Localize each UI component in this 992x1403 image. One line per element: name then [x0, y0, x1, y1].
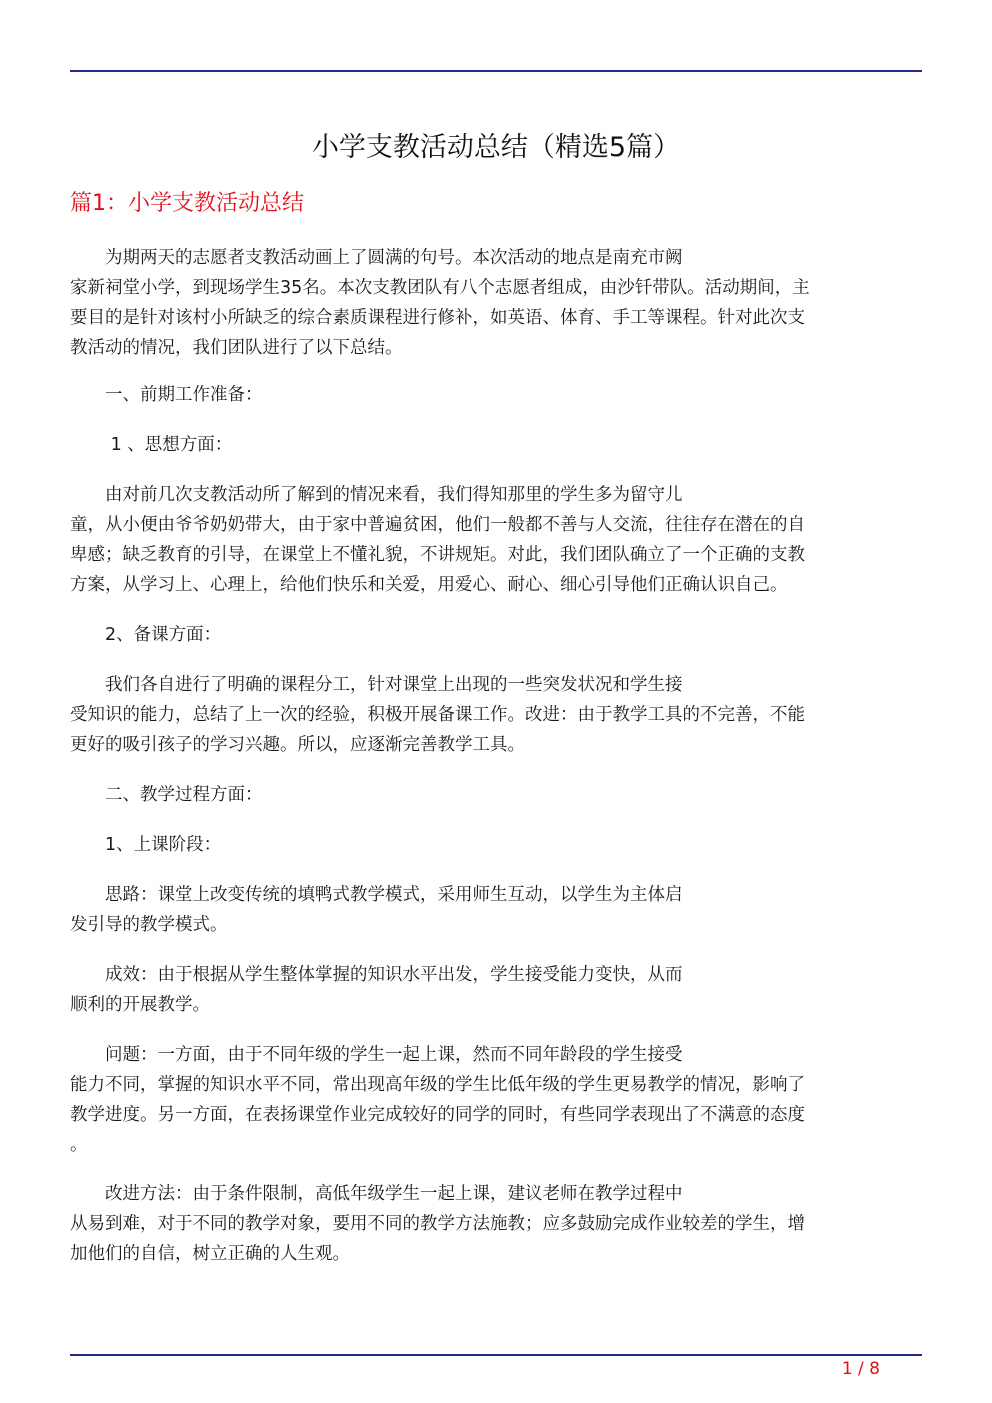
- footer-rule: [70, 1354, 922, 1356]
- header-rule: [70, 70, 922, 72]
- paragraph-thinking: 由对前几次支教活动所了解到的情况来看，我们得知那里的学生多为留守儿 童，从小便由爷爷奶奶带大，由于家中普遍贫困，他们一般都不善与人交流，往往存在潜在的自 卑感；缺乏教育的引导，在课堂上不懂礼貌，不讲规矩。对此，我们团队确立了一个正确的支教 方案，从学习上、心理上，给他们快乐和关爱，用爱心、耐心、细心引导他们正确认识自己。: [70, 485, 805, 595]
- paragraph-prep-heading: 一、前期工作准备：: [70, 385, 263, 405]
- paragraph-problems: 问题：一方面，由于不同年级的学生一起上课，然而不同年龄段的学生接受 能力不同，掌握的知识水平不同，常出现高年级的学生比低年级的学生更易教学的情况，影响了 教学进度。另一方面，在表扬课堂作业完成较好的同学的同时，有些同学表现出了不满意的态度 。: [70, 1045, 805, 1155]
- page-number: 1 / 8: [841, 1359, 880, 1379]
- paragraph-class-stage-heading: 1、上课阶段：: [70, 835, 222, 855]
- paragraph-teaching-heading: 二、教学过程方面：: [70, 785, 263, 805]
- paragraph-improvement: 改进方法：由于条件限制，高低年级学生一起上课，建议老师在教学过程中 从易到难，对于不同的教学对象，要用不同的教学方法施教；应多鼓励完成作业较差的学生，增 加他们的自信，树立正确的人生观。: [70, 1184, 805, 1264]
- paragraph-results: 成效：由于根据从学生整体掌握的知识水平出发，学生接受能力变快，从而 顺利的开展教学。: [70, 965, 683, 1015]
- paragraph-intro: 为期两天的志愿者支教活动画上了圆满的句号。本次活动的地点是南充市阙 家新祠堂小学，到现场学生35名。本次支教团队有八个志愿者组成，由沙钎带队。活动期间，主 要目的是针对该村小所缺乏的综合素质课程进行修补，如英语、体育、手工等课程。针对此次支 教活动的情况，我们团队进行了以下总结。: [70, 248, 810, 358]
- paragraph-lesson-prep: 我们各自进行了明确的课程分工，针对课堂上出现的一些突发状况和学生接 受知识的能力，总结了上一次的经验，积极开展备课工作。改进：由于教学工具的不完善，不能 更好的吸引孩子的学习兴趣。所以，应逐渐完善教学工具。: [70, 675, 805, 755]
- paragraph-lesson-prep-heading: 2、备课方面：: [70, 625, 222, 645]
- paragraph-approach: 思路：课堂上改变传统的填鸭式教学模式，采用师生互动，以学生为主体启 发引导的教学模式。: [70, 885, 683, 935]
- section-heading: 篇1：小学支教活动总结: [70, 191, 304, 216]
- document-title: 小学支教活动总结（精选5篇）: [311, 132, 681, 163]
- paragraph-thinking-heading: 1 、思想方面：: [70, 435, 233, 455]
